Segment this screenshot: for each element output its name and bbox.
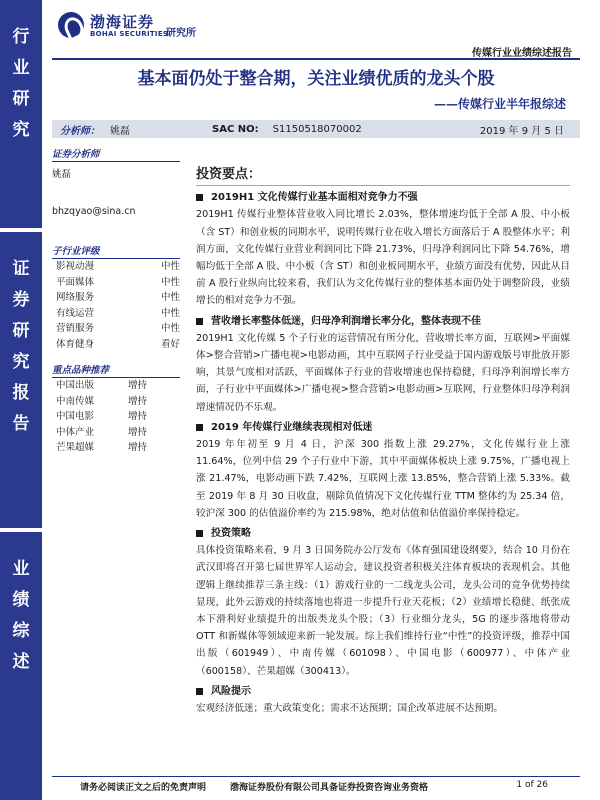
rec-row xyxy=(52,440,180,456)
analyst-name: 姚磊 xyxy=(110,125,130,137)
point-paragraph: 2019H1 文化传媒 5 个子行业的运营情况有所分化，营收增长率方面，互联网>平面媒体>整合营销>广播电视>电影动画，其中互联网子行业受益于国内游戏版号审批放开影响，其景气度相对活跃，平面媒体子行业的营收增速也保持稳健，归母净利润增长率方面，子行业中平面媒体>广播电视>整合营销>电影动画>互联网，行业整体归母净利润增速情况仍不乐观。 xyxy=(196,332,570,413)
bullet-square-icon xyxy=(196,424,203,431)
sac-label: SAC NO: xyxy=(212,123,259,135)
rating-heading: 子行业评级 xyxy=(52,243,180,259)
main-content xyxy=(196,166,570,720)
rating-row xyxy=(52,321,180,337)
point-heading xyxy=(196,525,570,542)
point-paragraph: 2019H1 传媒行业整体营业收入同比增长 2.03%，整体增速均低于全部 A 股、中小板（含 ST）和创业板的同期水平，说明传媒行业在收入增长方面落后于 A 股整体水平；利润方面，文化传媒行业营业利润同比下降 21.73%，归母净利润同比下降 54.76%，增幅均低于全部 A 股、中小板（含 ST）和创业板同期水平，业绩方面没有优势，因此从目前 A 股行业纵向比较来看，我们认为文化传媒行业的整体基本面仍处于调整阶段，业绩增长的相对竞争力不强。 xyxy=(196,209,570,307)
subsector-ratings xyxy=(52,243,180,352)
subsector-name: 影视动漫 xyxy=(56,261,95,272)
stock-rating: 增持 xyxy=(128,380,148,391)
stock-name: 中国出版 xyxy=(56,380,95,391)
rec-row xyxy=(52,409,180,425)
point-heading xyxy=(196,313,570,330)
point-heading xyxy=(196,189,570,206)
side-band xyxy=(0,0,42,800)
rating-row xyxy=(52,290,180,306)
point-title: 风险提示 xyxy=(211,685,251,697)
page-number: 1 of 26 xyxy=(516,780,548,790)
rec-heading: 重点品种推荐 xyxy=(52,362,180,378)
analyst-name-left: 姚磊 xyxy=(52,169,72,180)
stock-rating: 增持 xyxy=(128,426,148,438)
subsector-rating: 中性 xyxy=(160,261,180,272)
rating-row xyxy=(52,275,180,291)
subsector-name: 体育健身 xyxy=(56,338,95,350)
left-column xyxy=(52,146,180,456)
side-label-text: 行 业 研 究 xyxy=(12,27,30,140)
side-label-performance-review xyxy=(0,532,42,800)
institute-label: 研究所 xyxy=(166,28,196,39)
side-label-text: 证 券 研 究 报 告 xyxy=(12,259,30,434)
analyst-email[interactable]: bhzqyao@sina.cn xyxy=(52,206,136,217)
report-type: 传媒行业业绩综述报告 xyxy=(472,48,572,59)
rating-row xyxy=(52,337,180,353)
bohai-logo-icon xyxy=(58,12,84,38)
rating-row xyxy=(52,259,180,275)
stock-name: 中体产业 xyxy=(56,426,95,438)
stock-name: 中南传媒 xyxy=(56,395,95,407)
point-heading xyxy=(196,419,570,436)
rec-row xyxy=(52,425,180,441)
brand-name-en: BOHAI SECURITIES xyxy=(90,30,169,38)
footer-disclaimer: 请务必阅读正文之后的免责声明 xyxy=(80,783,207,793)
subsector-rating: 看好 xyxy=(160,338,180,350)
stock-rating: 增持 xyxy=(128,442,148,453)
stock-name: 芒果超媒 xyxy=(56,442,95,453)
subsector-rating: 中性 xyxy=(160,307,180,319)
report-subtitle: ——传媒行业半年报综述 xyxy=(433,97,566,111)
footer-divider xyxy=(52,776,580,777)
report-date: 2019 年 9 月 5 日 xyxy=(479,125,564,137)
brand-name: 渤海证券 xyxy=(90,13,155,31)
sac-number: S1150518070002 xyxy=(272,123,362,135)
bullet-square-icon xyxy=(196,318,203,325)
subsector-name: 营销服务 xyxy=(56,323,95,334)
rec-row xyxy=(52,378,180,394)
report-title: 基本面仍处于整合期，关注业绩优质的龙头个股 xyxy=(137,69,495,89)
subsector-rating: 中性 xyxy=(160,323,180,334)
footer-company: 渤海证券股份有限公司具备证券投资咨询业务资格 xyxy=(230,783,429,793)
point-heading xyxy=(196,683,570,700)
bullet-square-icon xyxy=(196,688,203,695)
analyst-label: 分析师： xyxy=(60,125,100,137)
subsector-name: 网络服务 xyxy=(56,292,95,303)
point-paragraph: 2019 年年初至 9 月 4 日，沪深 300 指数上涨 29.27%，文化传媒行业上涨 11.64%，位列中信 29 个子行业中下游，其中平面媒体板块上涨 9.75%，广播电视上涨 21.47%，电影动画下跌 7.42%，互联网上涨 13.85%，整合营销上涨 5.33%。截至 2019 年 8 月 30 日收盘，剔除负值情况下文化传媒行业 TTM 整体约为 25.34 倍，较沪深 300 的估值溢价率约为 215.98%，绝对估值和估值溢价率保持稳定。 xyxy=(196,439,570,519)
subsector-name: 平面媒体 xyxy=(56,276,95,288)
bullet-square-icon xyxy=(196,530,203,537)
stock-rating: 增持 xyxy=(128,411,148,422)
subsector-name: 有线运营 xyxy=(56,307,95,319)
side-label-industry-research xyxy=(0,0,42,228)
rating-row xyxy=(52,306,180,322)
stock-name: 中国电影 xyxy=(56,411,95,422)
subsector-rating: 中性 xyxy=(160,276,180,288)
rec-row xyxy=(52,394,180,410)
point-title: 营收增长率整体低迷，归母净利润增长率分化，整体表现不佳 xyxy=(211,315,481,327)
point-title: 2019H1 文化传媒行业基本面相对竞争力不强 xyxy=(211,192,418,204)
side-label-securities-report xyxy=(0,232,42,528)
analyst-heading: 证券分析师 xyxy=(52,146,180,162)
key-points-heading: 投资要点： xyxy=(196,166,570,186)
point-paragraph: 具体投资策略来看，9 月 3 日国务院办公厅发布《体育强国建设纲要》，结合 10 月份在武汉即将召开第七届世界军人运动会，建议投资者积极关注体育板块的表现机会。其他逻辑上继续推荐三条主线：（1）游戏行业的一二线龙头公司，龙头公司的竞争优势持续显现，此外云游戏的持续落地也将进一步提升行业天花板；（2）业绩增长稳健、纸张成本下滑利好业绩提升的出版类龙头个股；（3）行业细分龙头，5G 的逐步落地将带动 OTT 和新媒体等领域迎来新一轮发展。综上我们维持行业“中性”的投资评级，推荐中国出版（601949）、中南传媒（601098）、中国电影（600977）、中体产业（600158）、芒果超媒（300413）。 xyxy=(196,545,570,677)
header-divider xyxy=(52,58,580,60)
point-paragraph: 宏观经济低迷；重大政策变化；需求不达预期；国企改革进展不达预期。 xyxy=(196,703,503,715)
subsector-rating: 中性 xyxy=(160,292,180,303)
point-title: 2019 年传媒行业继续表现相对低迷 xyxy=(211,421,373,433)
recommended-stocks xyxy=(52,362,180,456)
point-title: 投资策略 xyxy=(211,528,251,540)
stock-rating: 增持 xyxy=(128,395,148,407)
analyst-info-bar xyxy=(52,120,580,138)
side-label-text: 业 绩 综 述 xyxy=(12,559,30,672)
bullet-square-icon xyxy=(196,194,203,201)
